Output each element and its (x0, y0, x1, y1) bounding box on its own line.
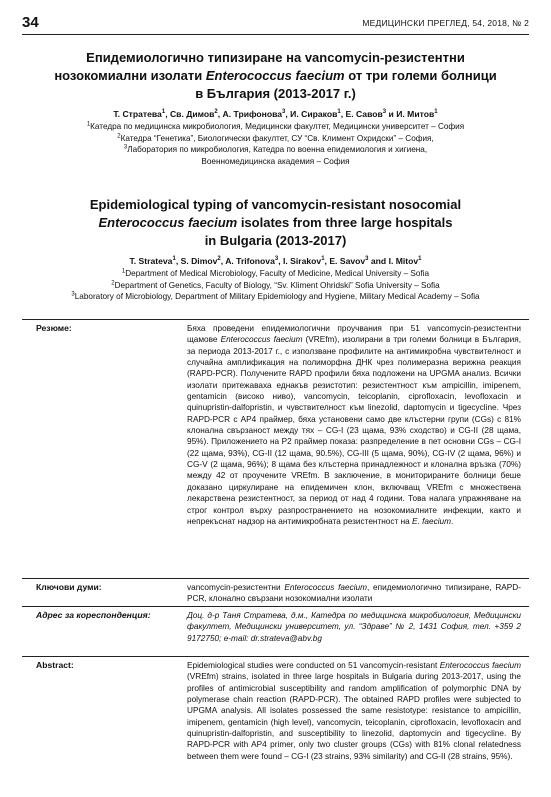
author-name: И. Митов (396, 109, 435, 119)
address-row (22, 606, 529, 656)
affiliation-3-cont: Военномедицинска академия – София (201, 156, 350, 166)
abstract-row (22, 656, 529, 797)
title-bg-line1: Епидемиологично типизиране на vancomycin-резистентни (86, 50, 465, 65)
title-english (40, 196, 511, 250)
affiliation-1: $^1$Department of Medical Microbiology, Faculty of Medicine, Medical University – Sofia (121, 268, 430, 278)
resume-label: Резюме: (36, 323, 72, 333)
species-name: Enterococcus faecium (205, 68, 345, 83)
title-en-line1: Epidemiological typing of vancomycin-resistant nosocomial (89, 197, 462, 212)
header-rule (22, 34, 529, 35)
keywords-label: Ключови думи: (36, 582, 102, 592)
affiliation-1: $^1$Катедра по медицинска микробиология, Медицински факултет, Медицински университет – София (86, 121, 465, 131)
running-header (22, 14, 529, 34)
author-affiliation-mark: 3 (274, 256, 279, 263)
author-affiliation-mark: 1 (161, 109, 166, 116)
author-affiliation-mark: 2 (214, 109, 218, 116)
affiliations-english (30, 268, 521, 303)
title-bulgarian (40, 49, 511, 103)
title-en-line2: Enterococcus faecium isolates from three large hospitals (98, 215, 453, 230)
author-name: Е. Савов (345, 109, 383, 119)
keywords-row (22, 578, 529, 606)
affiliation-3: $^3$Лаборатория по микробиология, Катедра по военна епидемиология и хигиена, (123, 144, 428, 155)
affiliation-3: $^3$Laboratory of Microbiology, Department of Military Epidemiology and Hygiene, Military Medical Academy – Sofia (71, 291, 480, 302)
author-name: A. Trifonova (225, 256, 275, 266)
author-name: T. Strateva (129, 256, 173, 266)
author-name: Св. Димов (169, 109, 215, 119)
author-affiliation-mark: 2 (217, 256, 221, 263)
author-affiliation-mark: 1 (172, 256, 176, 263)
author-name: Т. Стратева (113, 109, 162, 119)
affiliation-2: $^2$Катедра “Генетика”, Биологически факултет, СУ “Св. Климент Охридски” – София, (117, 132, 434, 143)
authors-bulgarian: Т. Стратева$^1$, Св. Димов$^2$, А. Трифонова$^3$, И. Сираков$^1$, Е. Савов$^3$ и И. Митов$^1$ (113, 109, 438, 119)
affiliations-bulgarian (30, 121, 521, 167)
abstract-table (22, 319, 529, 797)
abstract-text: Epidemiological studies were conducted on 51 vancomycin-resistant Enterococcus faecium (VREfm) strains, isolated in three large hospitals in Bulgaria during 2013-2017, using the profiles of antimicrobial susceptibility and random amplification of polymorphic DNA by polymerase chain reaction (RAPD-PCR). The obtained RAPD profiles were subjected to UPGMA analysis. All isolates possessed the same resistotype: resistance to ampicillin, imipenem, gentamicin (high level), vancomycin, teicoplanin, ciprofloxacin, levofloxacin and quinupristin-dalfopristin, and susceptibility to linezolid, daptomycin and tigecycline. By RAPD-PCR with AP4 primer, only two cluster groups (CGs) with 81% clonal relatedness between them were found – CG-I (23 strains, 93% similarity) and CG-II (28 strains, 95%). (187, 661, 521, 761)
author-affiliation-mark: 3 (282, 109, 286, 116)
author-name: S. Dimov (180, 256, 218, 266)
author-name: I. Mitov (388, 256, 419, 266)
author-name: I. Sirakov (282, 256, 322, 266)
author-affiliation-mark: 1 (337, 109, 341, 116)
author-affiliation-mark: 1 (418, 256, 422, 263)
species-name: Enterococcus faecium (98, 215, 238, 230)
journal-citation: МЕДИЦИНСКИ ПРЕГЛЕД, 54, 2018, № 2 (362, 18, 529, 28)
authors-english: T. Strateva$^1$, S. Dimov$^2$, A. Trifonova$^3$, I. Sirakov$^1$, E. Savov$^3$ and I. Mitov$^1$ (129, 256, 422, 266)
address-label: Адрес за кореспонденция: (36, 610, 151, 620)
keywords-text: vancomycin-резистентни Enterococcus faecium, епидемиологично типизиране, RAPD-PCR, клонално свързани нозокомиални изолати (187, 583, 521, 604)
resume-row (22, 319, 529, 578)
author-affiliation-mark: 1 (321, 256, 325, 263)
affiliation-2: $^2$Department of Genetics, Faculty of Biology, “Sv. Kliment Ohridski” Sofia University – Sofia (111, 279, 440, 290)
author-name: И. Сираков (290, 109, 338, 119)
title-bg-line3: в България (2013-2017 г.) (195, 86, 356, 101)
author-name: E. Savov (329, 256, 366, 266)
author-affiliation-mark: 3 (365, 256, 369, 263)
title-en-line3: in Bulgaria (2013-2017) (204, 233, 347, 248)
author-affiliation-mark: 1 (434, 109, 438, 116)
author-name: А. Трифонова (222, 109, 283, 119)
abstract-label: Abstract: (36, 660, 74, 670)
title-bg-line2: нозокомиални изолати Enterococcus faecium от три големи болници (54, 68, 497, 83)
page-number: 34 (22, 14, 39, 31)
author-affiliation-mark: 3 (382, 109, 387, 116)
resume-text: Бяха проведени епидемиологични проучвания при 51 vancomycin-резистентни щамове Enterococcus faecium (VREfm), изолирани в три големи болници в България, за периода 2013-2017 г., с използване профилите на антимикробна чувствителност и случайна амплификация на полиморфна ДНК чрез полимеразна верижна реакция (RAPD-PCR). Получените RAPD профили бяха подложени на UPGMA анализ. Всички изолати притежаваха еднакъв резистотип: резистентност към ampicillin, imipenem, gentamicin (високо ниво), vancomycin, teicoplanin, ciprofloxacin, levofloxacin и quinupristin-dalfopristin, и чувствителност към linezolid, daptomycin и tigecycline. Чрез RAPD-PCR с AP4 праймер, бяха установени само две клъстерни групи (CGs) с 81% клонална свързаност между тях – CG-I (23 щама, 93% сходство) и CG-II (28 щама, 95%). Приложението на P2 праймер показа: разпределение в пет основни CGs – CG-I (22 щама, 93%), CG-II (12 щама, 90.5%), CG-III (5 щама, 90%), CG-IV (2 щама, 96%) и CG-V (2 щама, 96%); 8 щама без клъстерна принадлежност и клонална връзка (70%) между 42 от проучените VREfm. В заключение, в мониторираните болници беше доказано циркулиране на епидемичен клон, включващ VREfm с множествена лекарствена резистентност, за период от над 4 години. Това налага упражняване на строг контрол върху разпространението на нозокомиалните инфекции, както и непрекъснат надзор на антимикробната резистентност на E. faecium. (187, 324, 521, 526)
address-text: Доц. д-р Таня Стратева, д.м., Катедра по медицинска микробиология, Медицински факултет, Медицински университет, ул. “Здраве” № 2, 1431 София, тел. +359 2 9172750; e-mail: dr.strateva@abv.bg (187, 611, 521, 643)
